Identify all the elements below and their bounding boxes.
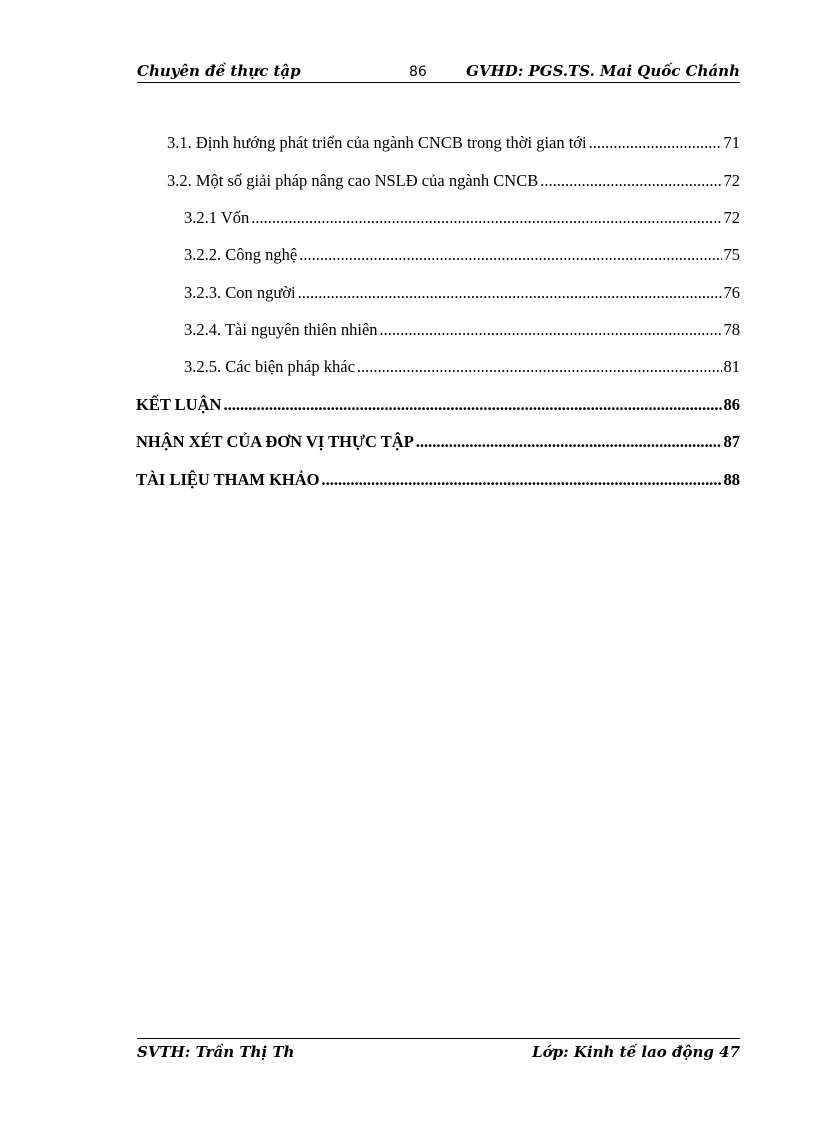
toc-entry-3-2-1[interactable]	[184, 208, 740, 232]
toc-entry-page: 86	[723, 395, 740, 414]
toc-entry-page: 76	[723, 283, 740, 302]
toc-leader-dots	[357, 357, 722, 377]
toc-entry-ket-luan[interactable]	[136, 395, 740, 419]
toc-entry-page: 75	[723, 245, 740, 264]
toc-entry-label: KẾT LUẬN	[136, 395, 222, 414]
header-supervisor: GVHD: PGS.TS. Mai Quốc Chánh	[466, 62, 740, 80]
toc-leader-dots	[589, 133, 722, 153]
toc-entry-3-2-5[interactable]	[184, 357, 740, 381]
toc-leader-dots	[251, 208, 721, 228]
toc-entry-label: 3.2.3. Con người	[184, 283, 296, 302]
toc-entry-page: 71	[723, 133, 740, 152]
toc-leader-dots	[540, 171, 721, 191]
toc-leader-dots	[223, 395, 721, 415]
footer-student: SVTH: Trần Thị Th	[137, 1043, 295, 1061]
toc-entry-page: 88	[723, 470, 740, 489]
toc-entry-page: 78	[723, 320, 740, 339]
toc-entry-tai-lieu[interactable]	[136, 470, 740, 494]
toc-leader-dots	[299, 245, 721, 265]
page-header	[137, 60, 740, 83]
toc-entry-3-2-2[interactable]	[184, 245, 740, 269]
toc-entry-page: 72	[723, 208, 740, 227]
toc-entry-3-1[interactable]	[167, 133, 740, 157]
toc-entry-nhan-xet[interactable]	[136, 432, 740, 456]
toc-entry-3-2[interactable]	[167, 171, 740, 195]
toc-entry-3-2-4[interactable]	[184, 320, 740, 344]
toc-entry-page: 81	[723, 357, 740, 376]
page-footer	[137, 1038, 740, 1063]
toc-entry-label: 3.2. Một số giải pháp nâng cao NSLĐ của ngành CNCB	[167, 171, 539, 190]
toc-entry-label: TÀI LIỆU THAM KHẢO	[136, 470, 320, 489]
toc-entry-page: 87	[723, 432, 740, 451]
toc-entry-page: 72	[723, 171, 740, 190]
toc-leader-dots	[322, 470, 722, 490]
toc-entry-label: 3.2.2. Công nghệ	[184, 245, 298, 264]
toc-entry-label: 3.2.5. Các biện pháp khác	[184, 357, 355, 376]
header-page-number: 86	[409, 64, 427, 80]
toc-entry-3-2-3[interactable]	[184, 283, 740, 307]
toc-entry-label: 3.1. Định hướng phát triển của ngành CNCB trong thời gian tới	[167, 133, 587, 152]
toc-leader-dots	[298, 283, 722, 303]
toc-entry-label: 3.2.1 Vốn	[184, 208, 250, 227]
toc-entry-label: 3.2.4. Tài nguyên thiên nhiên	[184, 320, 378, 339]
toc-entry-label: NHẬN XÉT CỦA ĐƠN VỊ THỰC TẬP	[136, 432, 414, 451]
footer-class: Lớp: Kinh tế lao động 47	[532, 1043, 740, 1061]
toc-leader-dots	[416, 432, 722, 452]
toc-leader-dots	[380, 320, 722, 340]
header-title: Chuyên đề thực tập	[137, 62, 301, 80]
